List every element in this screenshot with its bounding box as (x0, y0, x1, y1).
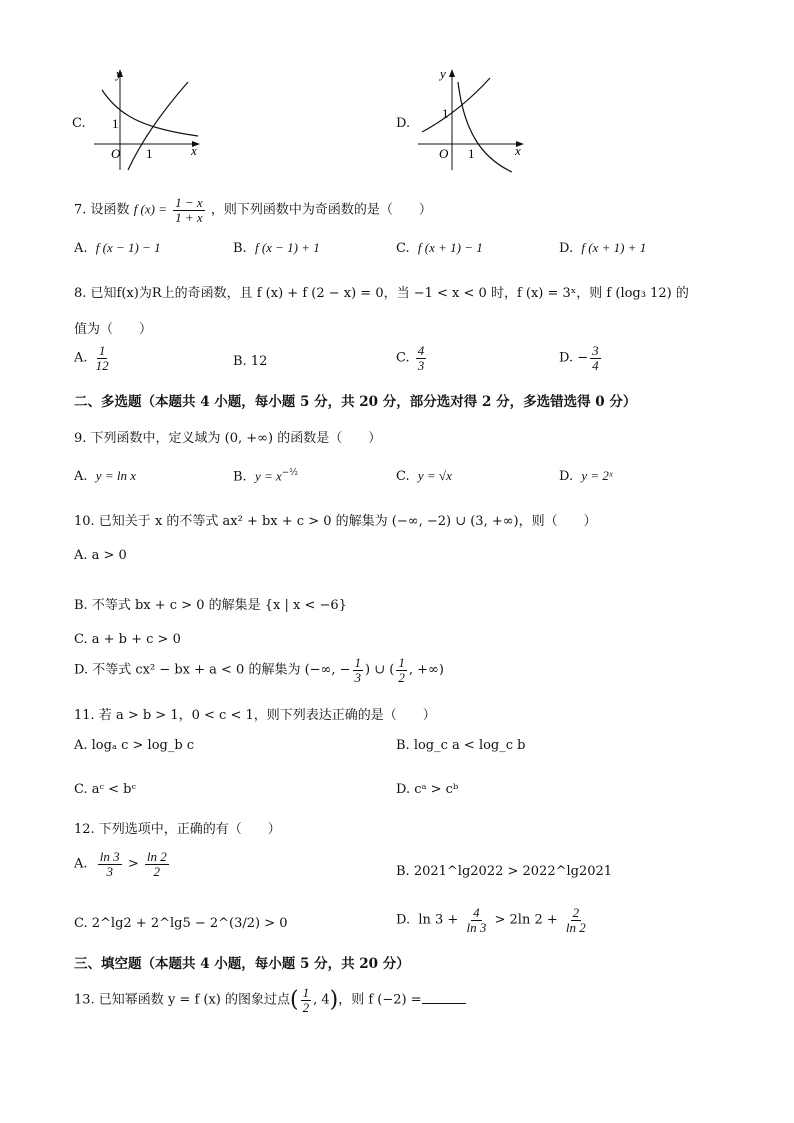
q8-option-c[interactable]: C. $\frac{4}{3}$ (396, 343, 425, 373)
q12-option-d[interactable]: D. ln 3 + $\frac{4}{\ln 3}$ > 2ln 2 + $\frac{2}{\ln 2}$ (396, 905, 586, 935)
x-axis-label: x (515, 143, 521, 158)
q8-option-a[interactable]: A. $\frac{1}{12}$ (74, 343, 109, 373)
q10-option-c[interactable]: C. a + b + c > 0 (74, 632, 181, 647)
q10-option-a[interactable]: A. a > 0 (74, 548, 127, 563)
option-d-label: D. (396, 116, 411, 131)
x-tick-label: 1 (146, 146, 153, 161)
option-c-label: C. (72, 116, 86, 131)
section-3-heading: 三、填空题（本题共 4 小题，每小题 5 分，共 20 分） (74, 956, 410, 972)
answer-blank[interactable] (422, 1003, 466, 1004)
graph-c (88, 62, 208, 174)
graph-d (412, 62, 532, 174)
origin-label: O (439, 146, 449, 161)
question-10: 10. 已知关于 x 的不等式 ax² + bx + c > 0 的解集为 (−∞, −2) ∪ (3, +∞)，则（ ） (74, 514, 597, 529)
question-11: 11. 若 a > b > 1，0 < c < 1，则下列表达正确的是（ ） (74, 708, 436, 723)
q8-option-b[interactable]: B. 12 (233, 354, 268, 369)
question-8-line1: 8. 已知f(x)为R上的奇函数，且 f (x) + f (2 − x) = 0，当 −1 < x < 0 时，f (x) = 3ˣ，则 f (log₃ 12) 的 (74, 286, 689, 301)
q10-option-d[interactable]: D. 不等式 cx² − bx + a < 0 的解集为 (−∞, − $\frac{1}{3}$ ) ∪ ( $\frac{1}{2}$ , +∞) (74, 655, 444, 685)
q11-option-a[interactable]: A. logₐ c > log_b c (74, 738, 195, 753)
q7-suffix: ，则下列函数中为奇函数的是（ ） (210, 202, 432, 218)
q12-option-b[interactable]: B. 2021^lg2022 > 2022^lg2021 (396, 864, 613, 879)
q7-prefix: 7. 设函数 (74, 202, 130, 218)
q9-option-d[interactable]: D. y = 2ˣ (559, 468, 613, 484)
q7-option-d[interactable]: D. f (x + 1) + 1 (559, 240, 647, 256)
curve-decreasing (458, 82, 512, 172)
q12-option-c[interactable]: C. 2^lg2 + 2^lg5 − 2^(3/2) > 0 (74, 916, 288, 931)
q8-option-d[interactable]: D. − $\frac{3}{4}$ (559, 343, 599, 373)
q7-fraction: $\frac{1 - x}{1 + x}$ (175, 195, 203, 225)
q12-option-a[interactable]: A. $\frac{\ln 3}{3}$ > $\frac{\ln 2}{2}$ (74, 849, 167, 879)
question-9: 9. 下列函数中，定义域为 (0, +∞) 的函数是（ ） (74, 431, 382, 446)
q7-option-a[interactable]: A. f (x − 1) − 1 (74, 240, 161, 256)
q9-option-c[interactable]: C. y = √x (396, 468, 452, 484)
q11-option-b[interactable]: B. log_c a < log_c b (396, 738, 526, 753)
origin-label: O (111, 146, 121, 161)
x-axis-label: x (191, 143, 197, 158)
q11-option-d[interactable]: D. cᵃ > cᵇ (396, 782, 459, 797)
q7-function: f (x) = (133, 201, 167, 217)
y-tick-label: 1 (442, 106, 449, 121)
curve-increasing (422, 78, 490, 132)
y-tick-label: 1 (112, 116, 119, 131)
question-7 (74, 196, 432, 224)
q7-option-b[interactable]: B. f (x − 1) + 1 (233, 240, 320, 256)
question-12: 12. 下列选项中，正确的有（ ） (74, 822, 281, 837)
y-axis-label: y (440, 66, 446, 81)
q10-option-b[interactable]: B. 不等式 bx + c > 0 的解集是 {x | x < −6} (74, 598, 347, 613)
curve-increasing (128, 82, 188, 170)
x-tick-label: 1 (468, 146, 475, 161)
question-8-line2: 值为（ ） (74, 322, 153, 337)
q9-option-b[interactable]: B. $y = x^{-\frac{1}{2}}$ (233, 468, 299, 485)
q9-option-a[interactable]: A. y = ln x (74, 468, 136, 484)
q11-option-c[interactable]: C. aᶜ < bᶜ (74, 782, 136, 797)
q7-option-c[interactable]: C. f (x + 1) − 1 (396, 240, 483, 256)
question-13: 13. 已知幂函数 y = f (x) 的图象过点( $\frac{1}{2}$ , 4)，则 f (−2) = (74, 986, 466, 1014)
y-axis-label: y (116, 66, 122, 81)
section-2-heading: 二、多选题（本题共 4 小题，每小题 5 分，共 20 分，部分选对得 2 分，多选错选得 0 分） (74, 394, 637, 410)
